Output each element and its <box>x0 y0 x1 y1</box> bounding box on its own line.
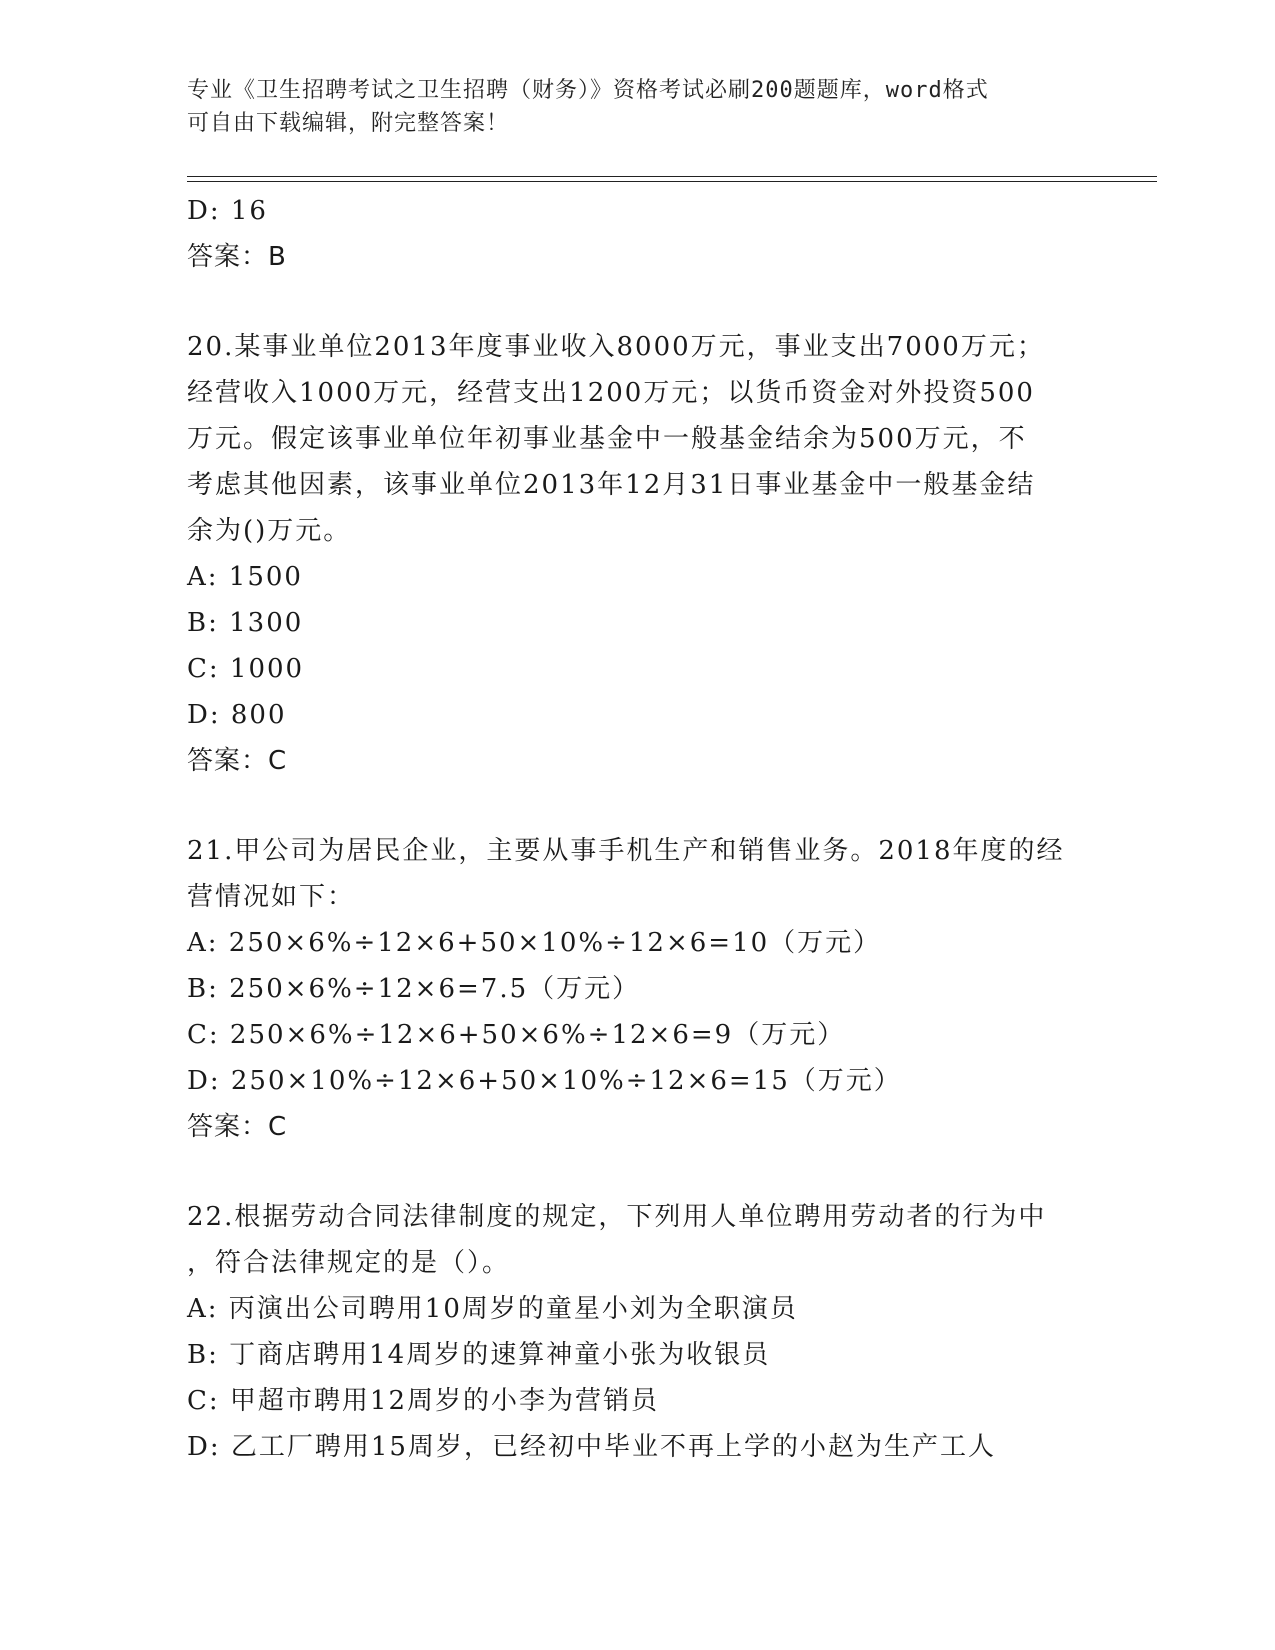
q20-option-b: B: 1300 <box>187 608 304 638</box>
q19-option-d: D: 16 <box>187 196 268 226</box>
question-22 <box>187 1194 1087 1470</box>
header-divider-top <box>187 176 1157 177</box>
q20-option-d: D: 800 <box>187 700 287 730</box>
question-21 <box>187 828 1087 1150</box>
document-header <box>187 74 1087 140</box>
q20-option-a: A: 1500 <box>187 562 303 592</box>
q20-stem-line-2: 经营收入1000万元，经营支出1200万元；以货币资金对外投资500 <box>187 378 1035 408</box>
q21-option-b: B: 250×6%÷12×6=7.5（万元） <box>187 974 641 1004</box>
q20-stem-line-1: 20.某事业单位2013年度事业收入8000万元，事业支出7000万元； <box>187 332 1045 362</box>
q20-option-c: C: 1000 <box>187 654 305 684</box>
header-divider-bottom <box>187 181 1157 182</box>
q20-stem-line-3: 万元。假定该事业单位年初事业基金中一般基金结余为500万元，不 <box>187 424 1027 454</box>
q20-stem-line-4: 考虑其他因素，该事业单位2013年12月31日事业基金中一般基金结 <box>187 470 1036 500</box>
q22-option-a: A: 丙演出公司聘用10周岁的童星小刘为全职演员 <box>187 1294 798 1324</box>
q19-answer: 答案：B <box>187 242 287 272</box>
spacer <box>187 1150 1087 1194</box>
q22-stem-line-1: 22.根据劳动合同法律制度的规定，下列用人单位聘用劳动者的行为中 <box>187 1202 1047 1232</box>
q20-stem-line-5: 余为()万元。 <box>187 516 352 546</box>
spacer <box>187 280 1087 324</box>
q22-stem-line-2: ，符合法律规定的是（）。 <box>187 1248 511 1278</box>
q22-option-d: D: 乙工厂聘用15周岁，已经初中毕业不再上学的小赵为生产工人 <box>187 1432 996 1462</box>
spacer <box>187 784 1087 828</box>
q21-stem-line-1: 21.甲公司为居民企业，主要从事手机生产和销售业务。2018年度的经 <box>187 836 1065 866</box>
q21-option-d: D: 250×10%÷12×6+50×10%÷12×6=15（万元） <box>187 1066 902 1096</box>
question-20 <box>187 324 1087 784</box>
q21-option-a: A: 250×6%÷12×6+50×10%÷12×6=10（万元） <box>187 928 882 958</box>
document-body <box>187 188 1087 1470</box>
header-title-line-2: 可自由下载编辑，附完整答案！ <box>187 111 510 136</box>
q20-answer: 答案：C <box>187 746 288 776</box>
q21-answer: 答案：C <box>187 1112 288 1142</box>
q21-stem-line-2: 营情况如下： <box>187 882 356 912</box>
header-title-line-1: 专业《卫生招聘考试之卫生招聘（财务）》资格考试必刷200题题库，word格式 <box>187 78 989 103</box>
q22-option-c: C: 甲超市聘用12周岁的小李为营销员 <box>187 1386 660 1416</box>
q22-option-b: B: 丁商店聘用14周岁的速算神童小张为收银员 <box>187 1340 771 1370</box>
question-19-tail <box>187 188 1087 280</box>
q21-option-c: C: 250×6%÷12×6+50×6%÷12×6=9（万元） <box>187 1020 846 1050</box>
